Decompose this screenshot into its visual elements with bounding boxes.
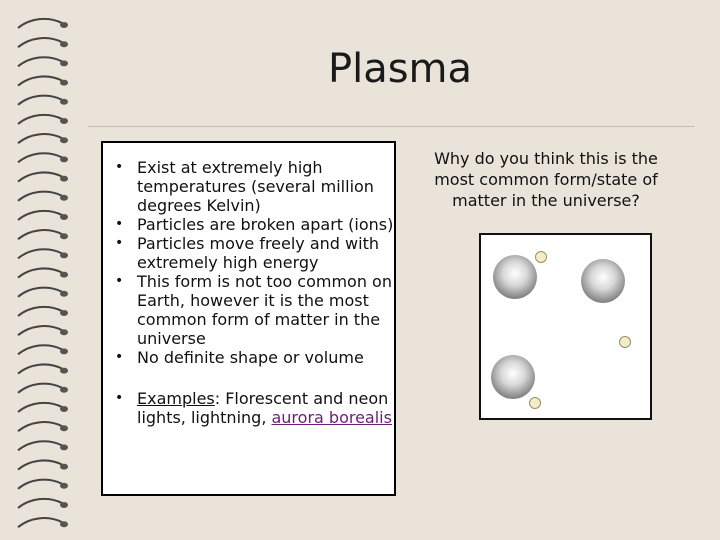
spiral-hole (60, 406, 68, 412)
spiral-hole (60, 425, 68, 431)
spiral-ring (18, 384, 62, 393)
bullet-textbox (101, 141, 396, 496)
bullet-item: • Particles move freely and with extremely high energy (115, 234, 379, 272)
spiral-ring (18, 480, 62, 489)
spiral-hole (60, 137, 68, 143)
aurora-borealis-link[interactable]: aurora borealis (271, 408, 392, 427)
bullet-dot-icon: • (115, 216, 124, 232)
bullet-dot-icon: • (115, 349, 124, 365)
spiral-ring (18, 307, 62, 316)
spiral-hole (60, 195, 68, 201)
spiral-binding (0, 0, 80, 540)
spiral-hole (60, 444, 68, 450)
spiral-ring (18, 134, 62, 143)
spiral-ring (18, 460, 62, 469)
ion-particle (581, 259, 625, 303)
spiral-ring (18, 172, 62, 181)
spiral-hole (60, 483, 68, 489)
spiral-hole (60, 156, 68, 162)
spiral-ring (18, 326, 62, 335)
spiral-ring (18, 422, 62, 431)
plasma-particle-diagram (479, 233, 652, 420)
spiral-ring (18, 518, 62, 527)
spiral-hole (60, 176, 68, 182)
spiral-hole (60, 464, 68, 470)
spiral-ring (18, 403, 62, 412)
spiral-hole (60, 368, 68, 374)
bullet-list (103, 158, 397, 427)
slide-title: Plasma (327, 46, 473, 92)
spiral-hole (60, 214, 68, 220)
spiral-hole (60, 252, 68, 258)
ion-particle (493, 255, 537, 299)
spiral-hole (60, 291, 68, 297)
spiral-hole (60, 41, 68, 47)
bullet-dot-icon: • (115, 390, 124, 406)
spiral-ring (18, 57, 62, 66)
examples-item: • Examples: Florescent and neon lights, lightning, aurora borealis (115, 389, 392, 427)
spiral-ring (18, 76, 62, 85)
spiral-hole (60, 118, 68, 124)
bullet-dot-icon: • (115, 235, 124, 251)
spiral-ring (18, 230, 62, 239)
spiral-ring (18, 96, 62, 105)
bullet-item: • Exist at extremely high temperatures (several million degrees Kelvin) (115, 158, 374, 215)
spiral-ring (18, 153, 62, 162)
spiral-ring (18, 249, 62, 258)
electron-particle (529, 397, 541, 409)
question-text: Why do you think this is the most common form/state of matter in the universe? (434, 149, 658, 210)
spiral-hole (60, 387, 68, 393)
spiral-ring (18, 268, 62, 277)
spiral-hole (60, 233, 68, 239)
bullet-dot-icon: • (115, 273, 124, 289)
bullet-item: • No definite shape or volume (115, 348, 364, 367)
examples-text: Florescent and neon lights, lightning, (137, 389, 389, 427)
spiral-ring (18, 19, 62, 28)
spiral-hole (60, 348, 68, 354)
bullet-item: • This form is not too common on Earth, however it is the most common form of matter in the universe (115, 272, 392, 348)
spiral-ring (18, 345, 62, 354)
spiral-ring (18, 441, 62, 450)
spiral-hole (60, 22, 68, 28)
electron-particle (619, 336, 631, 348)
spiral-ring (18, 288, 62, 297)
spiral-hole (60, 60, 68, 66)
bullet-item: • Particles are broken apart (ions) (115, 215, 394, 234)
spiral-ring (18, 115, 62, 124)
ion-particle (491, 355, 535, 399)
spiral-ring (18, 211, 62, 220)
spiral-ring (18, 499, 62, 508)
spiral-ring (18, 38, 62, 47)
spiral-ring (18, 192, 62, 201)
title-divider (88, 126, 694, 127)
examples-label: Examples (137, 389, 215, 408)
spiral-hole (60, 310, 68, 316)
electron-particle (535, 251, 547, 263)
spiral-hole (60, 502, 68, 508)
spiral-hole (60, 329, 68, 335)
bullet-dot-icon: • (115, 159, 124, 175)
spiral-hole (60, 99, 68, 105)
spiral-ring (18, 364, 62, 373)
spiral-hole (60, 521, 68, 527)
spiral-hole (60, 272, 68, 278)
spiral-hole (60, 80, 68, 86)
